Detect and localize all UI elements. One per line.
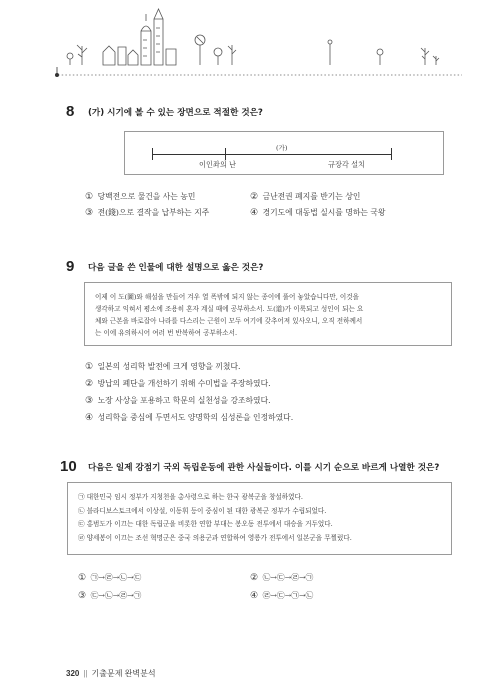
timeline-line <box>152 154 392 155</box>
events-box <box>67 482 452 555</box>
timeline-tick-start <box>152 148 153 160</box>
page-number: 320 <box>66 669 80 678</box>
choice-text: 당백전으로 물건을 사는 농민 <box>97 192 196 201</box>
question-9-prompt: 다음 글을 쓴 인물에 대한 설명으로 옳은 것은? <box>88 263 264 273</box>
event-item: ㉢ 홍범도가 이끄는 대한 독립군을 비롯한 연합 부대는 봉오동 전투에서 대승을 거두었다. <box>78 520 333 528</box>
choice-text: 일본의 성리학 발전에 크게 영향을 끼쳤다. <box>97 362 241 371</box>
footer-separator: || <box>83 669 88 678</box>
choice-number: ③ <box>85 208 94 218</box>
choice-text: ㉣→㉢→㉠→㉡ <box>262 591 314 600</box>
q8-choice-1[interactable] <box>85 191 195 202</box>
q9-choice-1[interactable] <box>85 361 240 372</box>
passage-line: 는 이에 유의하시어 여러 번 반복하여 공부하소서. <box>95 329 238 337</box>
timeline-tick-middle <box>225 148 226 160</box>
choice-text: 성리학을 중심에 두면서도 양명학의 심성론을 인정하였다. <box>97 413 294 422</box>
question-10-prompt: 다음은 일제 강점기 국외 독립운동에 관한 사실들이다. 이를 시기 순으로 바르게 나열한 것은? <box>88 463 440 473</box>
q9-choice-3[interactable] <box>85 395 271 406</box>
q9-choice-4[interactable] <box>85 412 293 423</box>
choice-number: ④ <box>85 413 94 423</box>
q8-choice-2[interactable] <box>250 191 360 202</box>
timeline-tick-end <box>391 148 392 160</box>
choice-number: ② <box>85 379 94 389</box>
passage-line: 이제 이 도(圖)와 해설을 만들어 겨우 열 폭밖에 되지 않는 종이에 풀어 놓았습니다만, 이것을 <box>95 293 360 301</box>
q10-choice-1[interactable] <box>78 572 141 583</box>
event-item: ㉣ 양세봉이 이끄는 조선 혁명군은 중국 의용군과 연합하여 영릉가 전투에서 일본군을 무찔렀다. <box>78 533 352 542</box>
page-footer <box>66 668 156 679</box>
choice-text: 방납의 폐단을 개선하기 위해 수미법을 주장하였다. <box>97 379 271 388</box>
timeline-event-2: 규장각 설치 <box>328 160 366 169</box>
book-title: 기출문제 완벽분석 <box>91 669 156 678</box>
question-10-number: 10 <box>60 458 77 475</box>
timeline-event-1: 이인좌의 난 <box>199 160 237 169</box>
passage-line: 체와 근본을 바로잡아 나라를 다스리는 근원이 모두 여기에 갖추어져 있사오니, 오직 전하께서 <box>95 317 363 325</box>
passage-box <box>84 282 452 346</box>
choice-number: ④ <box>250 208 259 218</box>
event-item: ㉡ 블라디보스토크에서 이상설, 이동휘 등이 중심이 된 대한 광복군 정부가 수립되었다. <box>78 506 327 515</box>
passage-line: 생각하고 익혀서 평소에 조용히 혼자 계실 때에 공부하소서. 도(道)가 이룩되고 성인이 되는 요 <box>95 305 364 313</box>
choice-number: ① <box>78 573 87 583</box>
choice-text: ㉡→㉢→㉣→㉠ <box>262 573 314 582</box>
choice-text: 경기도에 대동법 실시를 명하는 국왕 <box>262 208 386 217</box>
choice-number: ① <box>85 192 94 202</box>
choice-number: ① <box>85 362 94 372</box>
choice-number: ④ <box>250 591 259 601</box>
q9-choice-2[interactable] <box>85 378 271 389</box>
choice-text: 전(錢)으로 결작을 납부하는 지주 <box>97 208 210 217</box>
choice-number: ② <box>250 192 259 202</box>
question-8-prompt: (가) 시기에 볼 수 있는 장면으로 적절한 것은? <box>88 108 263 118</box>
choice-text: 금난전권 폐지를 반기는 상인 <box>262 192 361 201</box>
choice-text: 노장 사상을 포용하고 학문의 실천성을 강조하였다. <box>97 396 271 405</box>
event-item: ㉠ 대한민국 임시 정부가 지청천을 총사령으로 하는 한국 광복군을 창설하였다. <box>78 493 304 501</box>
header-skyline-illustration <box>0 0 500 90</box>
timeline-period-marker: (가) <box>276 144 288 152</box>
q10-choice-4[interactable] <box>250 590 313 601</box>
choice-number: ③ <box>85 396 94 406</box>
choice-number: ③ <box>78 591 87 601</box>
timeline-box <box>124 131 444 175</box>
q8-choice-4[interactable] <box>250 207 385 218</box>
q10-choice-3[interactable] <box>78 590 141 601</box>
question-9-number: 9 <box>66 258 75 275</box>
choice-text: ㉠→㉣→㉡→㉢ <box>90 573 142 582</box>
choice-number: ② <box>250 573 259 583</box>
q8-choice-3[interactable] <box>85 207 209 218</box>
question-8-number: 8 <box>66 103 75 120</box>
q10-choice-2[interactable] <box>250 572 313 583</box>
choice-text: ㉢→㉡→㉣→㉠ <box>90 591 142 600</box>
